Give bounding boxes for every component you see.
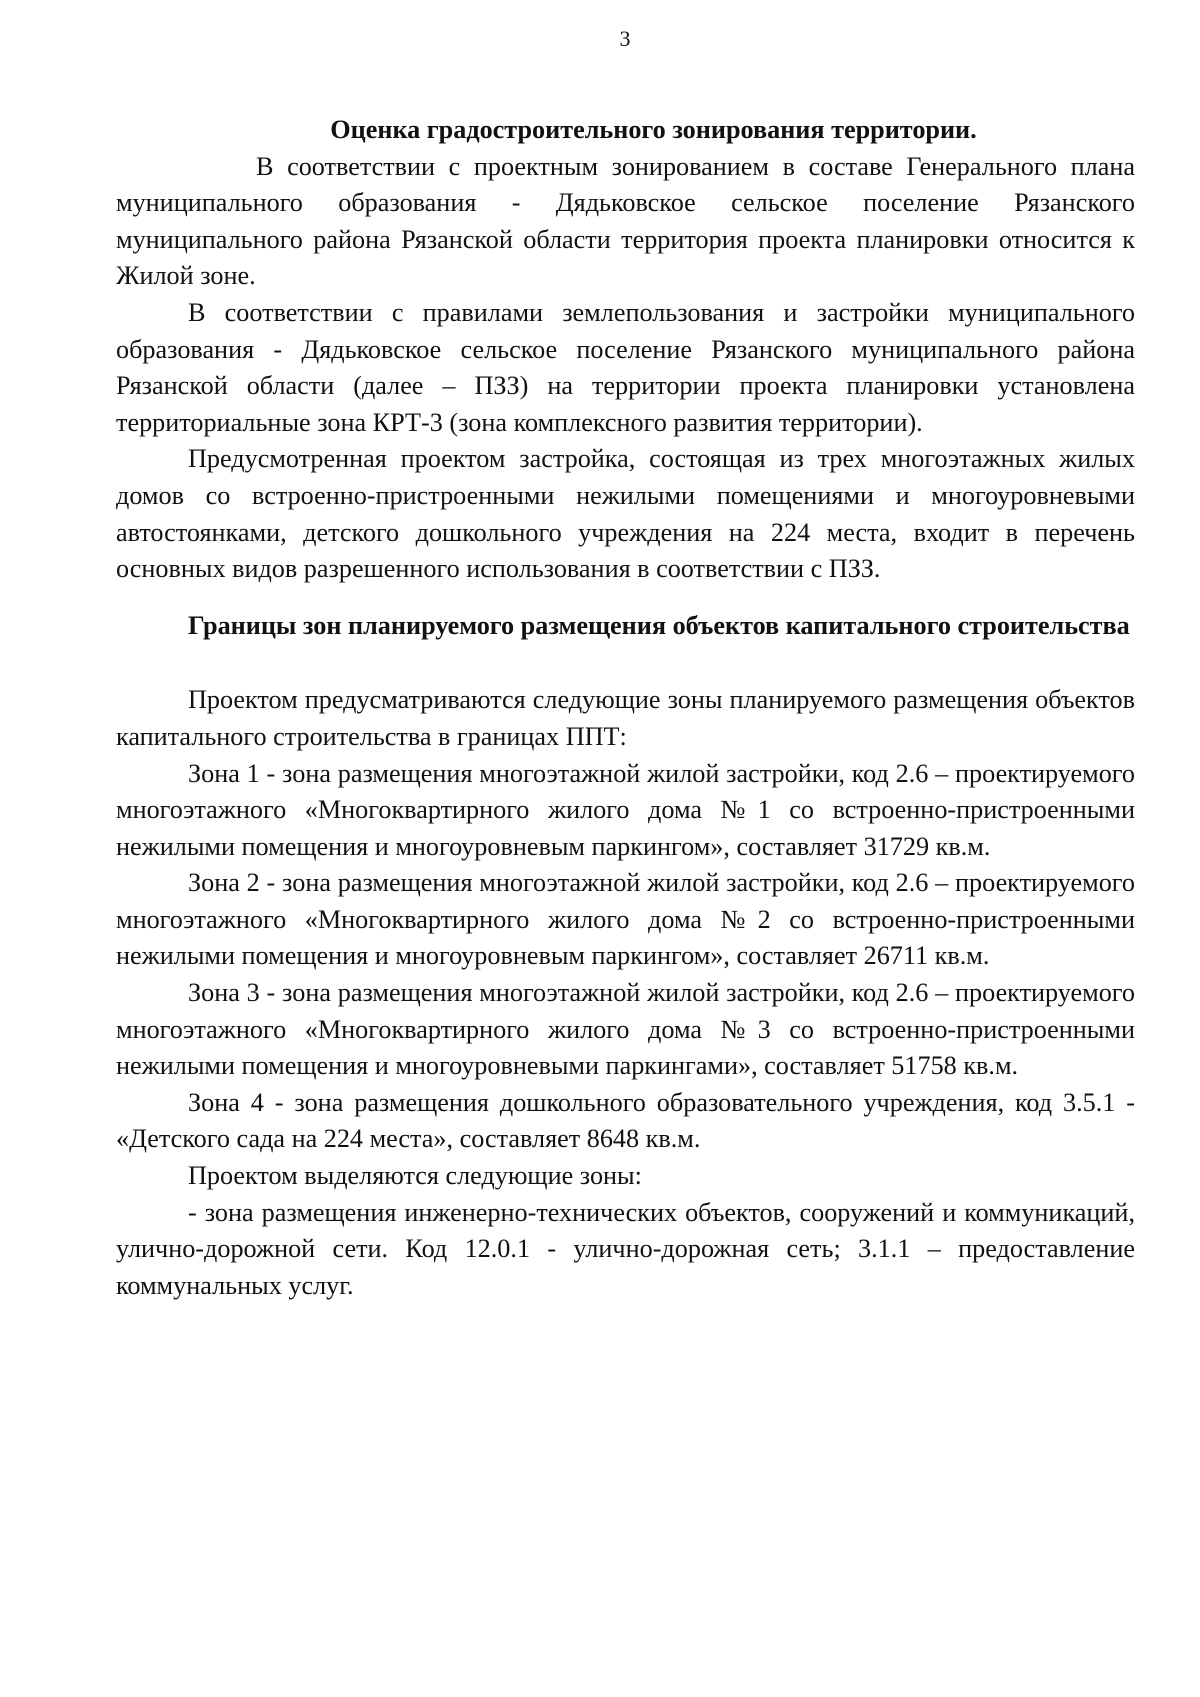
document-body — [116, 112, 1135, 1304]
paragraph-zone-3: Зона 3 - зона размещения многоэтажной жилой застройки, код 2.6 – проектируемого многоэтажного «Многоквартирного жилого дома №3 со встроенно-пристроенными нежилыми помещения и многоуровневыми паркингами», составляет 51758 кв.м. — [116, 978, 1135, 1081]
section-title-zoning-assessment: Оценка градостроительного зонирования территории. — [330, 115, 977, 144]
paragraph: В соответствии с проектным зонированием в составе Генерального плана муниципального образования - Дядьковское сельское поселение Рязанского муниципального района Рязанской области территория проекта планировки относится к Жилой зоне. — [116, 151, 1135, 291]
paragraph: Проектом предусматриваются следующие зоны планируемого размещения объектов капитального строительства в границах ППТ: — [116, 685, 1135, 751]
paragraph: Проектом выделяются следующие зоны: — [188, 1161, 642, 1191]
paragraph-zone-2: Зона 2 - зона размещения многоэтажной жилой застройки, код 2.6 – проектируемого многоэтажного «Многоквартирного жилого дома №2 со встроенно-пристроенными нежилыми помещения и многоуровневым паркингом», составляет 26711 кв.м. — [116, 868, 1135, 971]
section-title-zone-boundaries: Границы зон планируемого размещения объектов капитального строительства — [188, 610, 1130, 640]
spacer — [116, 644, 1135, 682]
paragraph: В соответствии с правилами землепользования и застройки муниципального образования - Дядьковское сельское поселение Рязанского муниципального района Рязанской области (далее – ПЗЗ) на территории проекта планировки установлена территориальные зона КРТ-3 (зона комплексного развития территории). — [116, 297, 1135, 437]
paragraph-engineering-zone: - зона размещения инженерно-технических объектов, сооружений и коммуникаций, улично-дорожной сети. Код 12.0.1 - улично-дорожная сеть; 3.1.1 – предоставление коммунальных услуг. — [116, 1197, 1135, 1300]
paragraph: Предусмотренная проектом застройка, состоящая из трех многоэтажных жилых домов со встроенно-пристроенными нежилыми помещениями и многоуровневыми автостоянками, детского дошкольного учреждения на 224 места, входит в перечень основных видов разрешенного использования в соответствии с ПЗЗ. — [116, 444, 1135, 584]
page-number: 3 — [619, 26, 631, 51]
paragraph-zone-4: Зона 4 - зона размещения дошкольного образовательного учреждения, код 3.5.1 - «Детского сада на 224 места», составляет 8648 кв.м. — [116, 1087, 1135, 1154]
paragraph-zone-1: Зона 1 - зона размещения многоэтажной жилой застройки, код 2.6 – проектируемого многоэтажного «Многоквартирного жилого дома №1 со встроенно-пристроенными нежилыми помещения и многоуровневым паркингом», составляет 31729 кв.м. — [116, 758, 1135, 861]
